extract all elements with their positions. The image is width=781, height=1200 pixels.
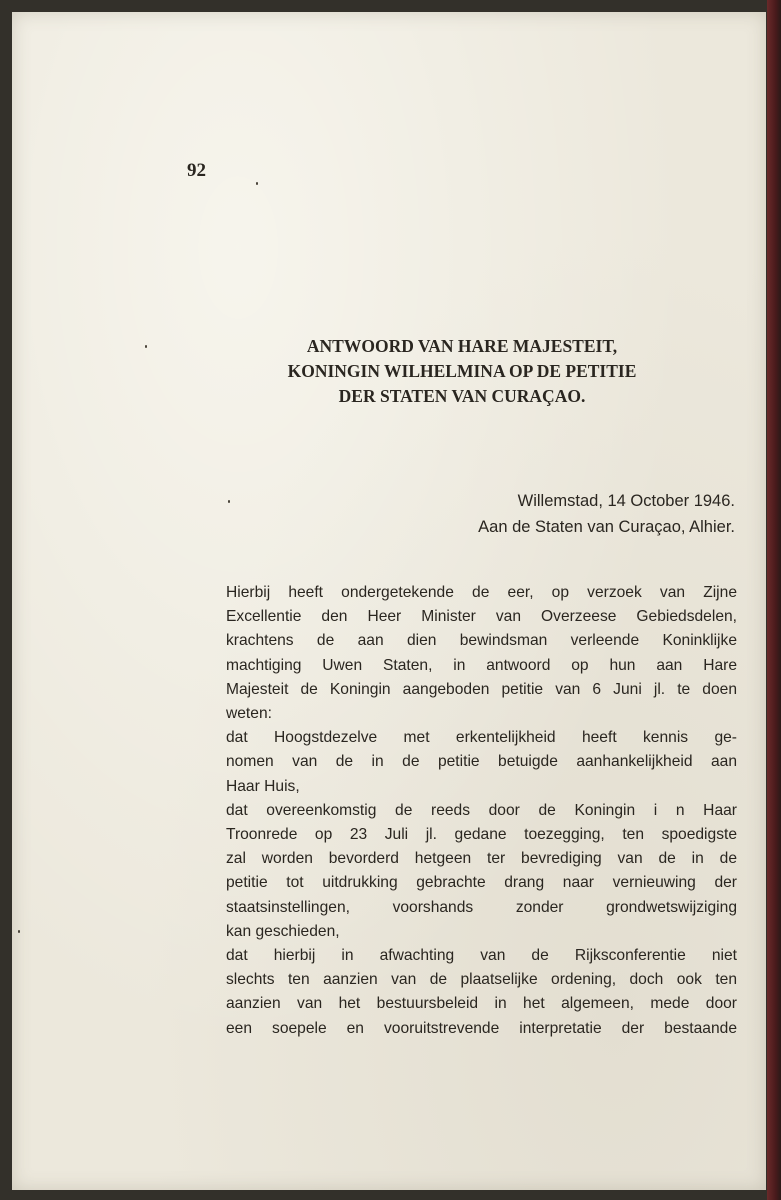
title-line: DER STATEN VAN CURAÇAO.	[338, 386, 586, 406]
text-line: machtiging Uwen Staten, in antwoord op hun aan Hare	[226, 656, 737, 674]
paragraph	[204, 944, 737, 1041]
text-line: Excellentie den Heer Minister van Overzeese Gebiedsdelen,	[226, 608, 737, 626]
place-date: Willemstad, 14 October 1946.	[517, 492, 735, 510]
text-line: dat overeenkomstig de reeds door de Koningin i n Haar	[226, 801, 737, 819]
text-line: kan geschieden,	[226, 922, 340, 940]
text-line: zal worden bevorderd hetgeen ter bevrediging van de in de	[226, 850, 737, 868]
paragraph	[204, 726, 737, 799]
letter-body	[204, 581, 737, 1041]
text-line: nomen van de in de petitie betuigde aanhankelijkheid aan	[226, 753, 737, 771]
text-line: weten:	[226, 705, 272, 723]
paragraph	[204, 581, 737, 726]
text-line: staatsinstellingen, voorshands zonder grondwetswijziging	[226, 898, 737, 916]
print-speck	[228, 500, 230, 503]
text-line: Hierbij heeft ondergetekende de eer, op verzoek van Zijne	[226, 584, 737, 601]
text-line: slechts ten aanzien van de plaatselijke ordening, doch ook ten	[226, 971, 737, 989]
book-binding-edge	[767, 0, 781, 1200]
print-speck	[18, 930, 20, 933]
text-line: dat Hoogstdezelve met erkentelijkheid heeft kennis ge-	[226, 729, 737, 747]
text-line: een soepele en vooruitstrevende interpretatie der bestaande	[226, 1019, 737, 1037]
paragraph	[204, 799, 737, 944]
print-speck	[145, 345, 147, 348]
page-number: 92	[187, 160, 206, 181]
document-title	[187, 334, 737, 409]
book-page	[12, 12, 766, 1190]
text-line: aanzien van het bestuursbeleid in het algemeen, mede door	[226, 995, 737, 1013]
text-line: petitie tot uitdrukking gebrachte drang naar vernieuwing der	[226, 874, 737, 892]
text-line: dat hierbij in afwachting van de Rijksconferentie niet	[226, 947, 737, 965]
text-line: Majesteit de Koningin aangeboden petitie van 6 Juni jl. te doen	[226, 680, 737, 698]
title-line: KONINGIN WILHELMINA OP DE PETITIE	[287, 361, 637, 381]
text-line: krachtens de aan dien bewindsman verleende Koninklijke	[226, 632, 737, 650]
title-line: ANTWOORD VAN HARE MAJESTEIT,	[306, 336, 618, 356]
text-line: Haar Huis,	[226, 777, 300, 795]
text-line: Troonrede op 23 Juli jl. gedane toezegging, ten spoedigste	[226, 826, 737, 844]
addressee: Aan de Staten van Curaçao, Alhier.	[478, 518, 735, 536]
dateline	[412, 488, 735, 540]
print-speck	[256, 182, 258, 185]
